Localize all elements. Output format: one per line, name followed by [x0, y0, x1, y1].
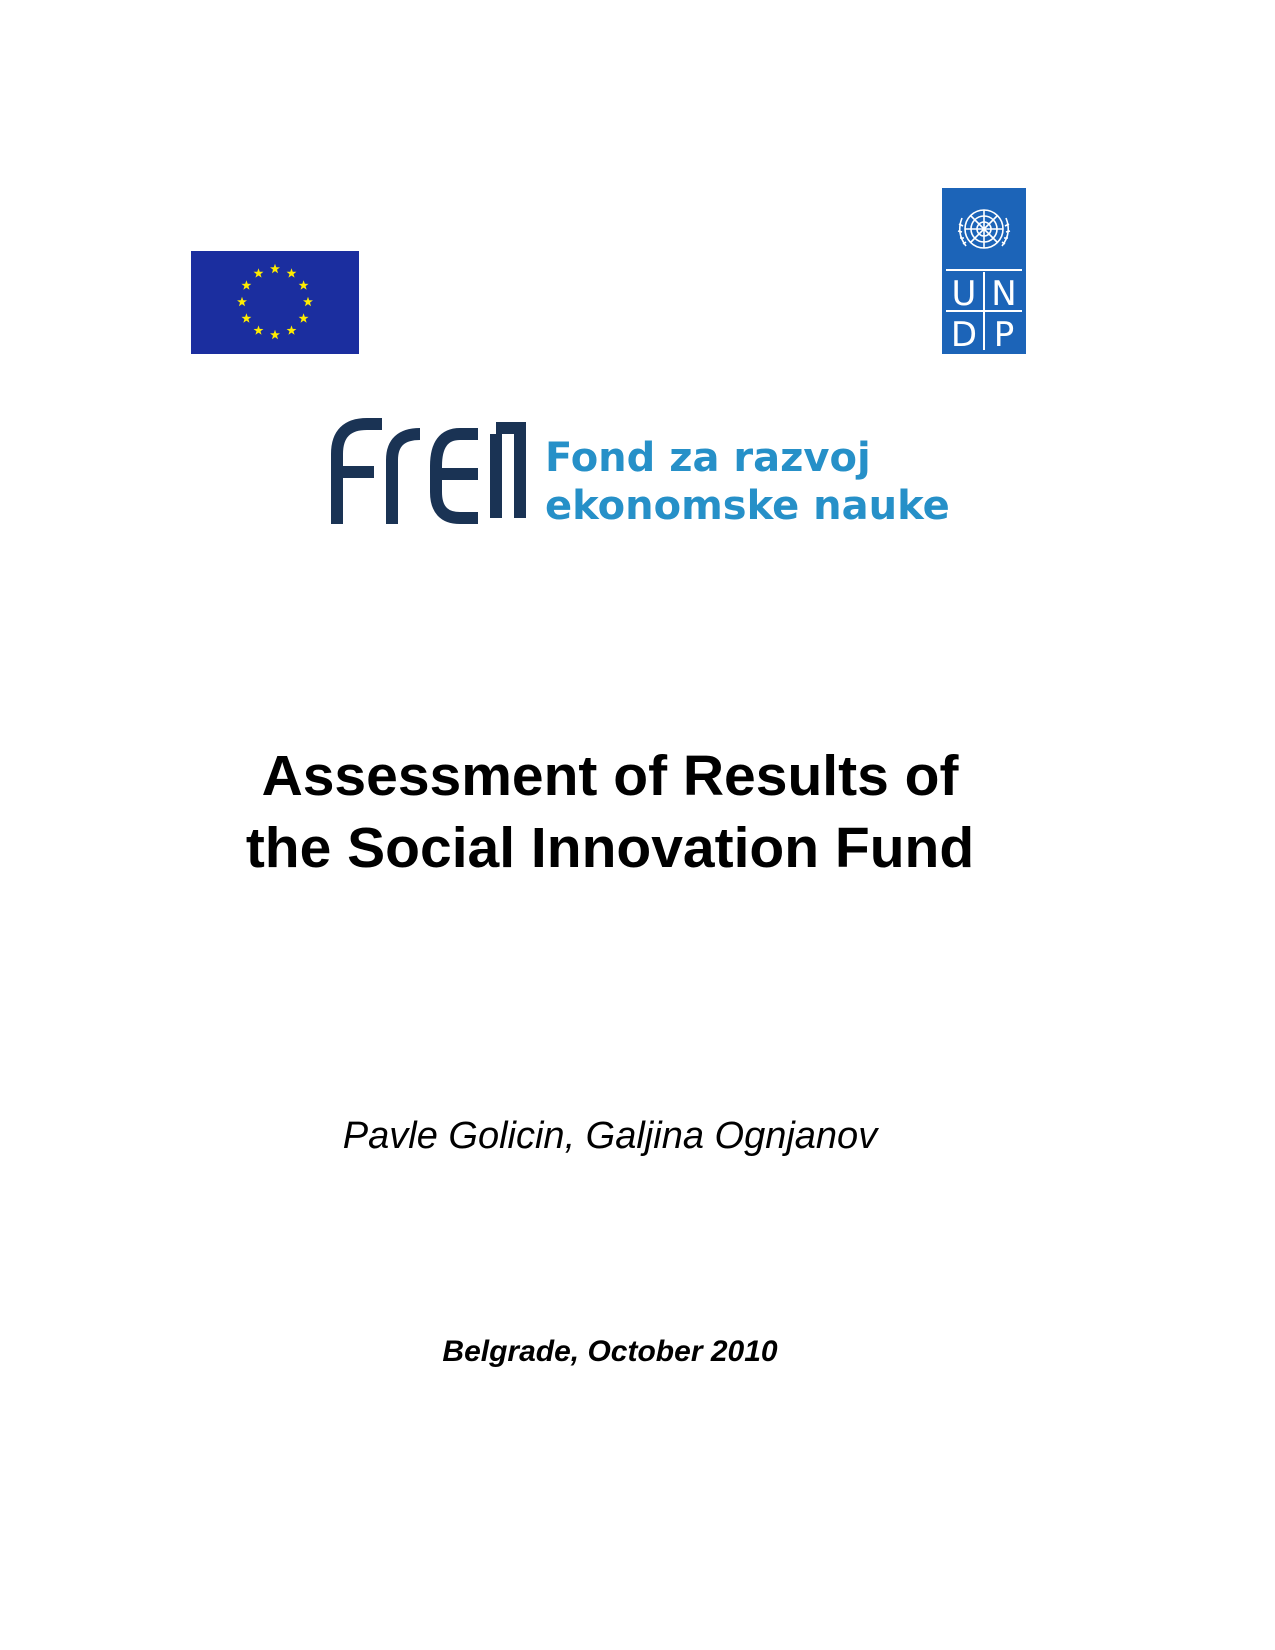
undp-logo-icon [942, 188, 1026, 354]
undp-letter-d: D [950, 315, 978, 354]
fren-name [545, 434, 950, 530]
eu-flag-icon [191, 251, 359, 354]
undp-letter-p: P [993, 315, 1015, 354]
fren-name-line2: ekonomske nauke [545, 483, 950, 529]
fren-name-line1: Fond za razvoj [545, 435, 871, 481]
document-title-line2: the Social Innovation Fund [245, 816, 975, 880]
undp-letter-u: U [951, 274, 977, 314]
document-title-line1: Assessment of Results of [261, 744, 959, 808]
document-place-date: Belgrade, October 2010 [442, 1335, 778, 1368]
document-authors: Pavle Golicin, Galjina Ognjanov [342, 1115, 878, 1157]
eu-flag-logo [191, 251, 359, 354]
fren-logo [330, 414, 950, 529]
undp-letter-n: N [991, 274, 1017, 314]
document-title [0, 740, 1220, 884]
fren-logo-icon [330, 414, 526, 524]
undp-logo [942, 188, 1026, 354]
fren-mark [330, 414, 526, 524]
